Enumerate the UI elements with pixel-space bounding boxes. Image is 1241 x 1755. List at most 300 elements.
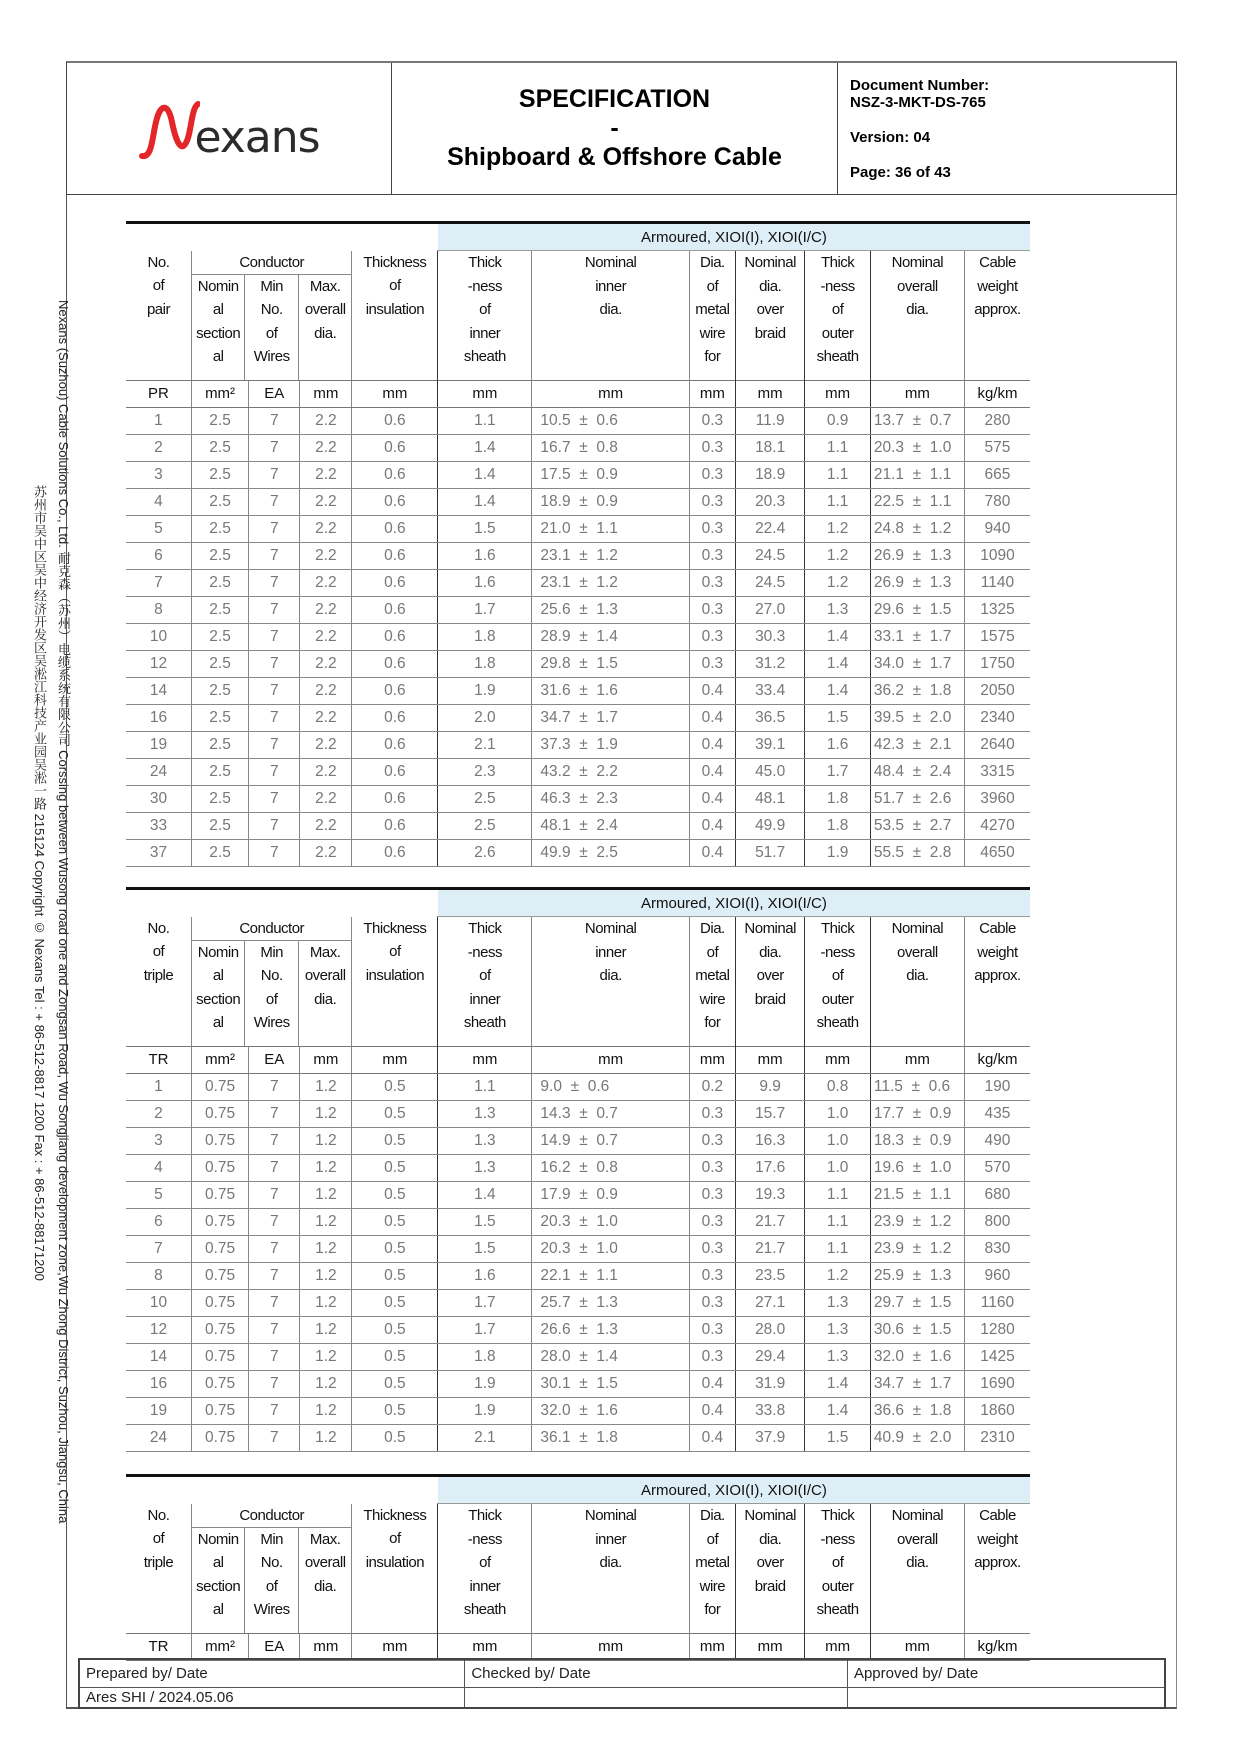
header-line: -ness — [820, 1530, 855, 1548]
header-line: overall — [897, 277, 938, 295]
header-line: Nominal — [891, 920, 944, 937]
inner-dia-value: 28.0 ± 1.4 — [532, 1343, 689, 1370]
unit-cell: EA — [249, 1046, 300, 1073]
header-line: -ness — [467, 277, 502, 295]
table-row: 33 2.5 7 2.2 0.6 2.5 48.1 ± 2.4 0.4 49.9 1.8 53.5 ± 2.7 4270 — [126, 812, 1030, 839]
header-line: Nominal — [744, 1507, 796, 1524]
header-line: wire — [699, 324, 726, 342]
inner-dia-value: 14.3 ± 0.7 — [532, 1100, 689, 1127]
header-line: Nominal — [744, 254, 796, 271]
inner-dia-header — [532, 1504, 689, 1634]
unit-cell: kg/km — [964, 380, 1030, 407]
header-line: of — [831, 967, 844, 984]
inner-dia-value: 28.9 ± 1.4 — [532, 623, 689, 650]
unit-cell: mm — [438, 1633, 532, 1660]
overall-dia-value: 39.5 ± 2.0 — [870, 704, 964, 731]
header-line: wire — [699, 990, 726, 1008]
nexans-wave-icon — [138, 98, 200, 160]
nominal-section-header — [192, 1528, 245, 1633]
header-line: pair — [146, 300, 170, 318]
prepared-label: Prepared by/ Date — [80, 1660, 465, 1688]
header-line: -ness — [467, 943, 502, 961]
header-line: al — [212, 301, 224, 318]
doc-number-label: Document Number: — [850, 77, 990, 94]
header-line: section — [196, 990, 241, 1008]
unit-cell: mm — [300, 380, 352, 407]
inner-dia-value: 25.6 ± 1.3 — [532, 596, 689, 623]
overall-dia-value: 25.9 ± 1.3 — [870, 1262, 964, 1289]
header-line: of — [831, 301, 844, 318]
table-row: 37 2.5 7 2.2 0.6 2.6 49.9 ± 2.5 0.4 51.7 1.9 55.5 ± 2.8 4650 — [126, 839, 1030, 866]
header-line: overall — [304, 301, 346, 318]
header-line: inner — [595, 1530, 627, 1548]
company-contact-vertical: 苏州市吴中区吴中经济开发区吴淞江科技产业园吴淞一路 215124 Copyright © Nexans Tel : + 86-512-8817 1200 Fax : + 86-512-88171200 — [32, 485, 47, 1281]
overall-dia-value: 34.0 ± 1.7 — [870, 650, 964, 677]
unit-cell: mm — [805, 1633, 870, 1660]
overall-dia-header — [870, 1504, 964, 1634]
table-row: 10 0.75 7 1.2 0.5 1.7 25.7 ± 1.3 0.3 27.1 1.3 29.7 ± 1.5 1160 — [126, 1289, 1030, 1316]
header-line: Cable — [979, 920, 1016, 937]
header-line: dia. — [906, 301, 929, 318]
unit-no: TR — [126, 1046, 191, 1073]
header-line: of — [831, 1554, 844, 1571]
unit-cell: mm — [805, 1046, 870, 1073]
header-line: weight — [977, 1530, 1018, 1548]
unit-no: TR — [126, 1633, 191, 1660]
logo-cell — [67, 63, 392, 194]
header-line: Thick — [820, 254, 855, 271]
header-line: weight — [977, 277, 1018, 295]
header-line: Nomin — [197, 943, 239, 961]
header-line: braid — [754, 990, 786, 1008]
overall-dia-value: 51.7 ± 2.6 — [870, 785, 964, 812]
unit-cell: kg/km — [964, 1046, 1030, 1073]
header-line: dia. — [906, 967, 929, 984]
overall-dia-value: 24.8 ± 1.2 — [870, 515, 964, 542]
unit-cell: mm — [689, 1633, 735, 1660]
header-line: outer — [821, 990, 854, 1008]
header-line: Cable — [979, 254, 1016, 271]
unit-cell: mm — [870, 380, 964, 407]
unit-cell: mm² — [191, 380, 248, 407]
inner-dia-value: 36.1 ± 1.8 — [532, 1424, 689, 1451]
header-line: insulation — [365, 966, 425, 984]
armoured-band: Armoured, XIOI(I), XIOI(I/C) — [438, 1476, 1030, 1504]
header-line: No. — [260, 301, 283, 318]
table-row: 4 0.75 7 1.2 0.5 1.3 16.2 ± 0.8 0.3 17.6 1.0 19.6 ± 1.0 570 — [126, 1154, 1030, 1181]
header-line: dia. — [759, 1530, 782, 1548]
header-line: sheath — [463, 348, 506, 365]
header-line: Nominal — [744, 920, 796, 937]
meta-cell — [838, 63, 1176, 194]
overall-dia-value: 36.6 ± 1.8 — [870, 1397, 964, 1424]
unit-cell: mm — [735, 380, 805, 407]
header-line: for — [704, 1601, 721, 1618]
weight-header — [964, 1504, 1030, 1634]
overall-dia-value: 36.2 ± 1.8 — [870, 677, 964, 704]
inner-dia-value: 49.9 ± 2.5 — [532, 839, 689, 866]
unit-cell: mm — [352, 380, 438, 407]
header-line: overall — [304, 1554, 346, 1571]
min-wires-header — [244, 1528, 298, 1633]
header-line: overall — [304, 967, 346, 984]
header-line: inner — [469, 1577, 501, 1595]
header-line: of — [706, 1530, 719, 1548]
unit-cell: mm — [735, 1046, 805, 1073]
table-row: 7 2.5 7 2.2 0.6 1.6 23.1 ± 1.2 0.3 24.5 1.2 26.9 ± 1.3 1140 — [126, 569, 1030, 596]
overall-dia-header — [870, 251, 964, 381]
overall-dia-value: 53.5 ± 2.7 — [870, 812, 964, 839]
header-line: over — [756, 301, 784, 318]
inner-sheath-header — [438, 251, 532, 381]
header-line: al — [212, 1554, 224, 1571]
armoured-band: Armoured, XIOI(I), XIOI(I/C) — [438, 889, 1030, 917]
prepared-value: Ares SHI / 2024.05.06 — [80, 1688, 465, 1708]
unit-no: PR — [126, 380, 191, 407]
min-wires-header — [244, 941, 298, 1046]
header-line: metal — [695, 1554, 730, 1571]
header-line: dia. — [599, 1554, 622, 1571]
header-line: dia. — [314, 990, 337, 1008]
header-line: Thick — [820, 1507, 855, 1524]
inner-dia-value: 25.7 ± 1.3 — [532, 1289, 689, 1316]
unit-cell: mm — [438, 1046, 532, 1073]
header-line: Wires — [253, 1014, 290, 1031]
header-line: Nominal — [891, 1507, 944, 1524]
header-line: Max. — [309, 1530, 341, 1548]
header-line: of — [265, 324, 278, 342]
overall-dia-value: 17.7 ± 0.9 — [870, 1100, 964, 1127]
table-row: 30 2.5 7 2.2 0.6 2.5 46.3 ± 2.3 0.4 48.1 1.8 51.7 ± 2.6 3960 — [126, 785, 1030, 812]
header-line: section — [196, 324, 241, 342]
table-row: 3 0.75 7 1.2 0.5 1.3 14.9 ± 0.7 0.3 16.3 1.0 18.3 ± 0.9 490 — [126, 1127, 1030, 1154]
header-line: Thickness — [363, 253, 427, 271]
table-row: 2 2.5 7 2.2 0.6 1.4 16.7 ± 0.8 0.3 18.1 1.1 20.3 ± 1.0 575 — [126, 434, 1030, 461]
header-line: -ness — [820, 943, 855, 961]
unit-cell: mm — [300, 1633, 352, 1660]
unit-cell: mm — [735, 1633, 805, 1660]
unit-cell: mm — [689, 1046, 735, 1073]
header-line: dia. — [314, 324, 337, 342]
table-row: 5 2.5 7 2.2 0.6 1.5 21.0 ± 1.1 0.3 22.4 1.2 24.8 ± 1.2 940 — [126, 515, 1030, 542]
header-line: No. — [147, 253, 170, 271]
inner-dia-value: 18.9 ± 0.9 — [532, 488, 689, 515]
weight-header — [964, 251, 1030, 381]
header-line: al — [212, 348, 224, 365]
header-line: braid — [754, 324, 786, 342]
header-line: sheath — [816, 1014, 859, 1031]
unit-cell: EA — [249, 1633, 300, 1660]
header-line: al — [212, 967, 224, 984]
unit-cell: mm² — [191, 1046, 248, 1073]
table-row: 6 0.75 7 1.2 0.5 1.5 20.3 ± 1.0 0.3 21.7 1.1 23.9 ± 1.2 800 — [126, 1208, 1030, 1235]
table-row: 14 0.75 7 1.2 0.5 1.8 28.0 ± 1.4 0.3 29.4 1.3 32.0 ± 1.6 1425 — [126, 1343, 1030, 1370]
header-line: Dia. — [700, 254, 725, 271]
inner-dia-value: 20.3 ± 1.0 — [532, 1208, 689, 1235]
header-line: approx. — [974, 967, 1021, 984]
overall-dia-value: 19.6 ± 1.0 — [870, 1154, 964, 1181]
header-line: Thick — [468, 254, 502, 271]
armoured-band: Armoured, XIOI(I), XIOI(I/C) — [438, 223, 1030, 251]
overall-dia-value: 23.9 ± 1.2 — [870, 1235, 964, 1262]
header-line: section — [196, 1577, 241, 1595]
table-row: 7 0.75 7 1.2 0.5 1.5 20.3 ± 1.0 0.3 21.7 1.1 23.9 ± 1.2 830 — [126, 1235, 1030, 1262]
inner-dia-value: 20.3 ± 1.0 — [532, 1235, 689, 1262]
header-line: Nominal — [584, 920, 637, 937]
braid-header — [735, 917, 805, 1047]
overall-dia-value: 34.7 ± 1.7 — [870, 1370, 964, 1397]
spec-table-1 — [126, 221, 1030, 867]
overall-dia-value: 33.1 ± 1.7 — [870, 623, 964, 650]
header-line: overall — [897, 1530, 938, 1548]
doc-number: NSZ-3-MKT-DS-765 — [850, 94, 986, 111]
header-line: dia. — [759, 943, 782, 961]
header-line: inner — [469, 324, 501, 342]
header-line: outer — [821, 1577, 854, 1595]
header-line: inner — [469, 990, 501, 1008]
header-line: sheath — [816, 1601, 859, 1618]
header-line: approx. — [974, 1554, 1021, 1571]
table-row: 19 2.5 7 2.2 0.6 2.1 37.3 ± 1.9 0.4 39.1 1.6 42.3 ± 2.1 2640 — [126, 731, 1030, 758]
insulation-header — [352, 1504, 438, 1634]
table-row: 16 2.5 7 2.2 0.6 2.0 34.7 ± 1.7 0.4 36.5 1.5 39.5 ± 2.0 2340 — [126, 704, 1030, 731]
header-line: for — [704, 348, 721, 365]
header-line: Nominal — [891, 254, 944, 271]
approval-footer — [78, 1658, 1166, 1709]
overall-dia-value: 13.7 ± 0.7 — [870, 407, 964, 434]
header-line: insulation — [365, 1553, 425, 1571]
header-line: Nomin — [197, 277, 239, 295]
header-line: dia. — [759, 277, 782, 295]
inner-dia-value: 48.1 ± 2.4 — [532, 812, 689, 839]
header-line: inner — [595, 277, 627, 295]
unit-cell: mm — [805, 380, 870, 407]
overall-dia-value: 29.7 ± 1.5 — [870, 1289, 964, 1316]
nominal-section-header — [192, 275, 245, 380]
overall-dia-value: 20.3 ± 1.0 — [870, 434, 964, 461]
insulation-header — [352, 917, 438, 1047]
header-line: No. — [260, 1554, 283, 1571]
table-row: 16 0.75 7 1.2 0.5 1.9 30.1 ± 1.5 0.4 31.9 1.4 34.7 ± 1.7 1690 — [126, 1370, 1030, 1397]
table-row: 10 2.5 7 2.2 0.6 1.8 28.9 ± 1.4 0.3 30.3 1.4 33.1 ± 1.7 1575 — [126, 623, 1030, 650]
header-line: Nominal — [584, 1507, 637, 1524]
overall-dia-value: 26.9 ± 1.3 — [870, 569, 964, 596]
header-line: Nomin — [197, 1530, 239, 1548]
inner-dia-value: 16.2 ± 0.8 — [532, 1154, 689, 1181]
table-row: 24 0.75 7 1.2 0.5 2.1 36.1 ± 1.8 0.4 37.9 1.5 40.9 ± 2.0 2310 — [126, 1424, 1030, 1451]
header-line: triple — [143, 1553, 174, 1571]
max-dia-header — [298, 1528, 352, 1633]
header-line: of — [152, 1530, 165, 1547]
header-line: No. — [260, 967, 283, 984]
overall-dia-value: 22.5 ± 1.1 — [870, 488, 964, 515]
header-line: Wires — [253, 348, 290, 365]
approved-label: Approved by/ Date — [847, 1660, 1164, 1688]
table-row: 6 2.5 7 2.2 0.6 1.6 23.1 ± 1.2 0.3 24.5 1.2 26.9 ± 1.3 1090 — [126, 542, 1030, 569]
overall-dia-value: 40.9 ± 2.0 — [870, 1424, 964, 1451]
inner-sheath-header — [438, 917, 532, 1047]
table-row: 2 0.75 7 1.2 0.5 1.3 14.3 ± 0.7 0.3 15.7 1.0 17.7 ± 0.9 435 — [126, 1100, 1030, 1127]
title-separator: - — [610, 114, 619, 142]
header-line: of — [479, 301, 491, 318]
inner-dia-value: 16.7 ± 0.8 — [532, 434, 689, 461]
header-line: weight — [977, 943, 1018, 961]
inner-dia-value: 23.1 ± 1.2 — [532, 569, 689, 596]
inner-dia-value: 34.7 ± 1.7 — [532, 704, 689, 731]
table-row: 1 2.5 7 2.2 0.6 1.1 10.5 ± 0.6 0.3 11.9 0.9 13.7 ± 0.7 280 — [126, 407, 1030, 434]
nexans-logo — [138, 98, 320, 163]
header-line: of — [479, 967, 491, 984]
header-line: dia. — [314, 1577, 337, 1595]
table-row: 8 2.5 7 2.2 0.6 1.7 25.6 ± 1.3 0.3 27.0 1.3 29.6 ± 1.5 1325 — [126, 596, 1030, 623]
unit-cell: mm — [532, 1046, 689, 1073]
inner-dia-value: 29.8 ± 1.5 — [532, 650, 689, 677]
header-line: of — [389, 1530, 401, 1547]
braid-header — [735, 1504, 805, 1634]
overall-dia-value: 42.3 ± 2.1 — [870, 731, 964, 758]
unit-cell: mm — [352, 1046, 438, 1073]
weight-header — [964, 917, 1030, 1047]
header-line: over — [756, 1554, 784, 1571]
max-dia-header — [298, 941, 352, 1046]
inner-dia-header — [532, 251, 689, 381]
unit-cell: EA — [249, 380, 300, 407]
header-line: Dia. — [700, 1507, 725, 1524]
header-line: of — [479, 1554, 491, 1571]
unit-cell: mm — [300, 1046, 352, 1073]
header-line: sheath — [816, 348, 859, 365]
overall-dia-value: 18.3 ± 0.9 — [870, 1127, 964, 1154]
table-row: 1 0.75 7 1.2 0.5 1.1 9.0 ± 0.6 0.2 9.9 0.8 11.5 ± 0.6 190 — [126, 1073, 1030, 1100]
header-line: -ness — [467, 1530, 502, 1548]
unit-cell: mm — [870, 1046, 964, 1073]
outer-sheath-header — [805, 251, 870, 381]
table-row: 14 2.5 7 2.2 0.6 1.9 31.6 ± 1.6 0.4 33.4 1.4 36.2 ± 1.8 2050 — [126, 677, 1030, 704]
overall-dia-value: 23.9 ± 1.2 — [870, 1208, 964, 1235]
inner-dia-value: 17.5 ± 0.9 — [532, 461, 689, 488]
overall-dia-value: 26.9 ± 1.3 — [870, 542, 964, 569]
unit-cell: kg/km — [964, 1633, 1030, 1660]
header-line: of — [152, 277, 165, 294]
header-line: Thick — [468, 1507, 502, 1524]
header-line: inner — [595, 943, 627, 961]
unit-cell: mm — [532, 380, 689, 407]
header-line: of — [389, 943, 401, 960]
header-line: metal — [695, 301, 730, 318]
inner-dia-value: 26.6 ± 1.3 — [532, 1316, 689, 1343]
header-line: of — [265, 990, 278, 1008]
table-row: 8 0.75 7 1.2 0.5 1.6 22.1 ± 1.1 0.3 23.5 1.2 25.9 ± 1.3 960 — [126, 1262, 1030, 1289]
document-header — [66, 61, 1177, 195]
table-row: 12 0.75 7 1.2 0.5 1.7 26.6 ± 1.3 0.3 28.0 1.3 30.6 ± 1.5 1280 — [126, 1316, 1030, 1343]
header-line: sheath — [463, 1014, 506, 1031]
header-line: No. — [147, 919, 170, 937]
header-line: Thickness — [363, 1506, 427, 1524]
overall-dia-value: 29.6 ± 1.5 — [870, 596, 964, 623]
header-line: overall — [897, 943, 938, 961]
header-line: triple — [143, 966, 174, 984]
table-row: 12 2.5 7 2.2 0.6 1.8 29.8 ± 1.5 0.3 31.2 1.4 34.0 ± 1.7 1750 — [126, 650, 1030, 677]
table-row: 4 2.5 7 2.2 0.6 1.4 18.9 ± 0.9 0.3 20.3 1.1 22.5 ± 1.1 780 — [126, 488, 1030, 515]
outer-sheath-header — [805, 917, 870, 1047]
inner-dia-value: 32.0 ± 1.6 — [532, 1397, 689, 1424]
inner-dia-header — [532, 917, 689, 1047]
header-line: Thick — [468, 920, 502, 937]
header-line: of — [152, 943, 165, 960]
header-line: Min — [260, 1530, 284, 1548]
inner-dia-value: 23.1 ± 1.2 — [532, 542, 689, 569]
spec-title: SPECIFICATION — [518, 85, 711, 113]
metal-wire-header — [689, 917, 735, 1047]
header-line: approx. — [974, 301, 1021, 318]
inner-dia-value: 21.0 ± 1.1 — [532, 515, 689, 542]
conductor-header: Conductor Nomin al section al Min No. of Wires Max. overall dia. — [191, 251, 352, 381]
spec-table-3 — [126, 1474, 1030, 1661]
conductor-header: Conductor Nomin al section al Min No. of Wires Max. overall dia. — [191, 917, 352, 1047]
braid-header — [735, 251, 805, 381]
overall-dia-value: 32.0 ± 1.6 — [870, 1343, 964, 1370]
min-wires-header — [244, 275, 298, 380]
header-line: dia. — [599, 967, 622, 984]
version: Version: 04 — [850, 129, 931, 146]
header-line: Thick — [820, 920, 855, 937]
header-line: Min — [260, 943, 284, 961]
header-line: wire — [699, 1577, 726, 1595]
no-header — [126, 251, 191, 381]
table-row: 5 0.75 7 1.2 0.5 1.4 17.9 ± 0.9 0.3 19.3 1.1 21.5 ± 1.1 680 — [126, 1181, 1030, 1208]
approved-value — [847, 1688, 1164, 1708]
spec-subtitle: Shipboard & Offshore Cable — [447, 143, 782, 171]
max-dia-header — [298, 275, 352, 380]
overall-dia-value: 21.1 ± 1.1 — [870, 461, 964, 488]
page-number: Page: 36 of 43 — [850, 164, 951, 181]
logo-wordmark: exans — [194, 111, 320, 163]
unit-cell: mm — [438, 380, 532, 407]
inner-dia-value: 14.9 ± 0.7 — [532, 1127, 689, 1154]
overall-dia-value: 48.4 ± 2.4 — [870, 758, 964, 785]
overall-dia-value: 55.5 ± 2.8 — [870, 839, 964, 866]
inner-dia-value: 10.5 ± 0.6 — [532, 407, 689, 434]
header-line: Wires — [253, 1601, 290, 1618]
header-line: sheath — [463, 1601, 506, 1618]
header-line: Nominal — [584, 254, 637, 271]
unit-cell: mm² — [191, 1633, 248, 1660]
checked-label: Checked by/ Date — [465, 1660, 848, 1688]
header-line: Max. — [309, 277, 341, 295]
unit-cell: mm — [870, 1633, 964, 1660]
checked-value — [465, 1688, 848, 1708]
header-line: over — [756, 967, 784, 984]
inner-dia-value: 46.3 ± 2.3 — [532, 785, 689, 812]
inner-dia-value: 30.1 ± 1.5 — [532, 1370, 689, 1397]
header-line: dia. — [906, 1554, 929, 1571]
inner-dia-value: 43.2 ± 2.2 — [532, 758, 689, 785]
header-line: outer — [821, 324, 854, 342]
outer-sheath-header — [805, 1504, 870, 1634]
header-line: Thickness — [363, 919, 427, 937]
nominal-section-header — [192, 941, 245, 1046]
spec-table-2 — [126, 887, 1030, 1452]
header-line: of — [706, 943, 719, 961]
header-line: Max. — [309, 943, 341, 961]
header-line: metal — [695, 967, 730, 984]
no-header — [126, 917, 191, 1047]
inner-dia-value: 37.3 ± 1.9 — [532, 731, 689, 758]
inner-sheath-header — [438, 1504, 532, 1634]
table-row: 24 2.5 7 2.2 0.6 2.3 43.2 ± 2.2 0.4 45.0 1.7 48.4 ± 2.4 3315 — [126, 758, 1030, 785]
inner-dia-value: 17.9 ± 0.9 — [532, 1181, 689, 1208]
header-line: al — [212, 1601, 224, 1618]
